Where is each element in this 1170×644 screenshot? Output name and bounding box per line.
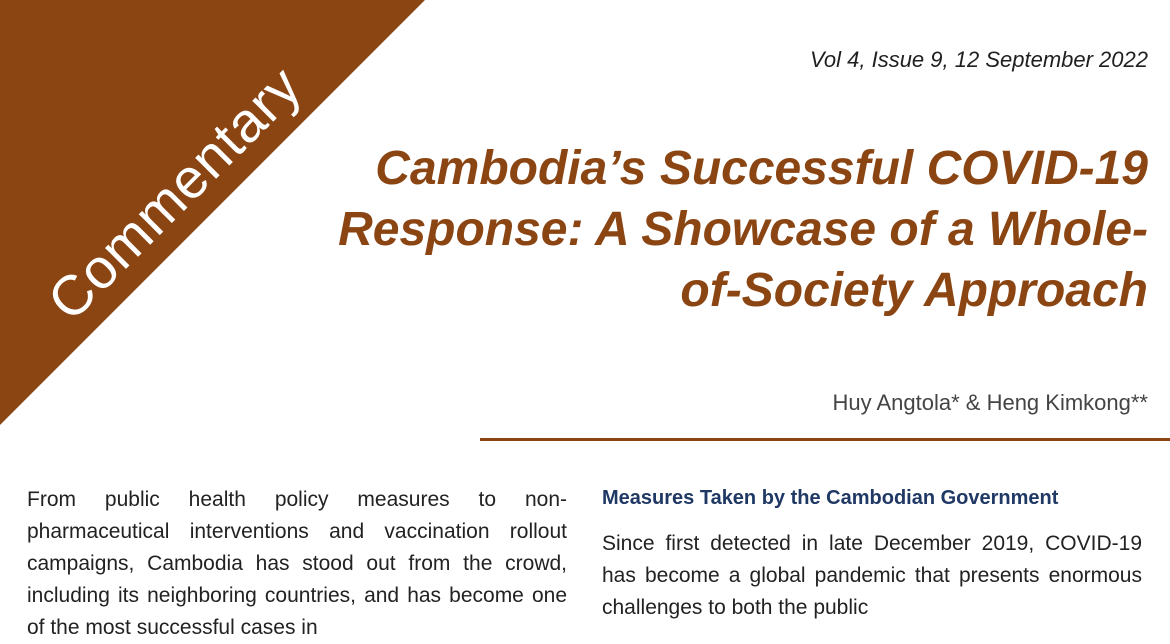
authors: Huy Angtola* & Heng Kimkong** [832,390,1148,415]
title-divider [480,438,1170,441]
issue-info: Vol 4, Issue 9, 12 September 2022 [810,47,1148,72]
right-column [602,484,1142,624]
left-column [27,484,567,644]
right-column-paragraph: Since first detected in late December 2019, COVID-19 has become a global pandemic that presents enormous challenges to both the public [602,532,1142,619]
commentary-label: Commentary [35,53,314,333]
article-title: Cambodia’s Successful COVID-19 Response: A Showcase of a Whole-of-Society Approach [338,142,1148,317]
left-column-paragraph: From public health policy measures to non-pharmaceutical interventions and vaccination rollout campaigns, Cambodia has stood out from the crowd, including its neighboring countries, and has become one of the most successful cases in [27,488,567,639]
section-heading: Measures Taken by the Cambodian Government [602,487,1059,509]
